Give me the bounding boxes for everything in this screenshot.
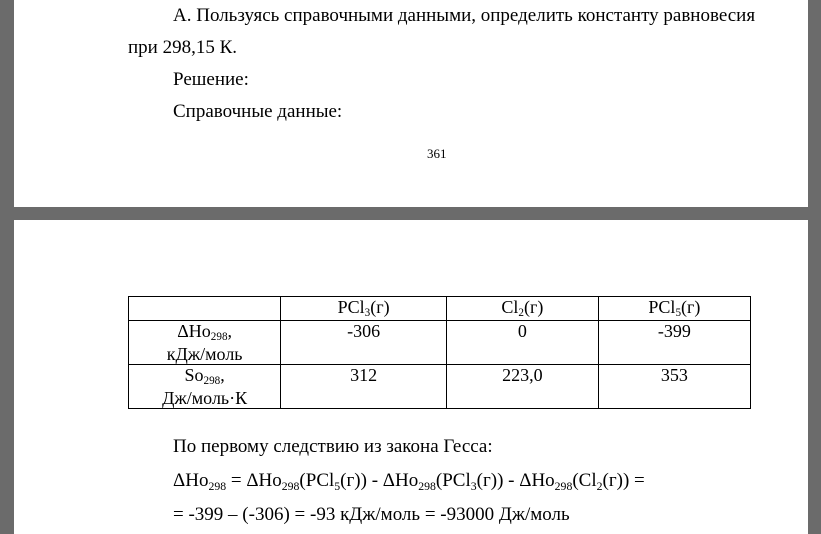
table-header-empty [129, 297, 281, 321]
table-cell: 223,0 [446, 365, 598, 409]
hess-equation-line-1: $\Delta Ho_{298} = \Delta Ho_{298}(PCl_5(г)) - \Delta Ho_{298}(PCl_3(г)) - \Delta Ho_{298}(Cl_2(г))$ = [173, 470, 645, 493]
reference-data-heading: Справочные данные: [173, 101, 343, 122]
table-cell: -399 [598, 321, 750, 365]
table-row [129, 365, 751, 409]
document-page-2 [14, 220, 808, 534]
table-header-pcl3: PCl$_3$(г) [281, 297, 447, 321]
hess-equation-line-2: = -399 – (-306) = -93 кДж/моль = -93000 Дж/моль [173, 504, 570, 525]
row-label-entropy: $So_{298}$, Дж/моль·К [129, 365, 281, 409]
table-cell: 353 [598, 365, 750, 409]
table-cell: 0 [446, 321, 598, 365]
table-cell: 312 [281, 365, 447, 409]
table-header-pcl5: PCl$_5$(г) [598, 297, 750, 321]
hess-law-intro: По первому следствию из закона Гесса: [173, 436, 493, 457]
page-number: 361 [427, 146, 447, 161]
table-row [129, 321, 751, 365]
task-text-line-2: при 298,15 К. [128, 37, 238, 58]
document-page-1 [14, 0, 808, 207]
table-header-cl2: $Cl_2(г)$ [446, 297, 598, 321]
task-text-line-1: А. Пользуясь справочными данными, определить константу равновесия [173, 5, 756, 26]
solution-heading: Решение: [173, 69, 249, 90]
row-label-enthalpy: ΔHo$_{298}$, кДж/моль [129, 321, 281, 365]
reference-data-table [128, 296, 751, 409]
table-cell: -306 [281, 321, 447, 365]
table-header-row [129, 297, 751, 321]
